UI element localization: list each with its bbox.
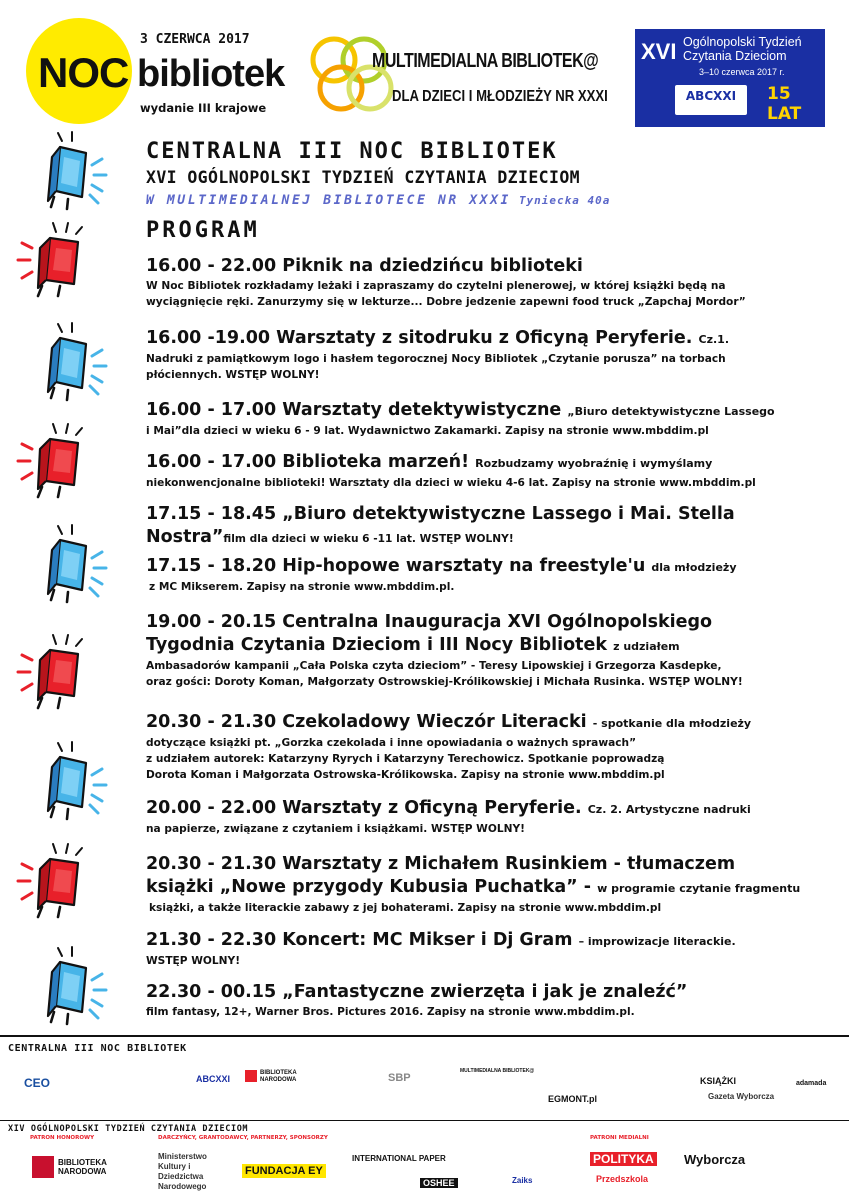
event-heading xyxy=(146,555,836,579)
event-heading-note: – improwizacje literackie. xyxy=(578,935,736,948)
abcxxi-sponsor-logo: ABCXXI xyxy=(196,1074,231,1084)
event-description-line: Dorota Koman i Małgorzata Ostrowska-Królikowska. Zapisy na stronie www.mbddim.pl xyxy=(146,769,665,781)
sbp-logo: SBP xyxy=(388,1072,411,1084)
event-description-line: W Noc Bibliotek rozkładamy leżaki i zapraszamy do czytelni plenerowej, w której książki będą na xyxy=(146,280,726,292)
book-icon xyxy=(18,635,82,708)
egmont-logo: EGMONT.pl xyxy=(548,1094,597,1104)
reading-week-numeral: XVI xyxy=(641,39,677,64)
event-item xyxy=(146,503,836,549)
ministerstwo-kultury-logo: Ministerstwo Kultury i Dziedzictwa Narodowego xyxy=(158,1152,207,1191)
event-heading xyxy=(146,797,836,821)
event-heading-text: 19.00 - 20.15 Centralna Inauguracja XVI Ogólnopolskiego xyxy=(146,612,713,632)
event-heading-text: 16.00 - 17.00 Warsztaty detektywistyczne xyxy=(146,400,562,420)
ceo-logo: CEO xyxy=(24,1076,51,1090)
event-heading xyxy=(146,451,836,475)
biblioteka-narodowa-logo: BIBLIOTEKA NARODOWA xyxy=(260,1070,297,1083)
event-heading-text: 17.15 - 18.45 „Biuro detektywistyczne Lassego i Mai. Stella xyxy=(146,504,735,524)
event-description-line: wyciągnięcie ręki. Zanurzymy się w lekturze... Dobre jedzenie zapewni food truck „Zapchaj Mordor” xyxy=(146,296,746,308)
event-heading xyxy=(146,399,836,423)
event-description-line: niekonwencjonalne biblioteki! Warsztaty dla dzieci w wieku 4-6 lat. Zapisy na stronie www.mbddim.pl xyxy=(146,477,756,489)
abcxxi-logo-text: ABCXXI xyxy=(685,89,737,103)
abcxxi-logo xyxy=(675,85,747,115)
event-heading-text: 20.30 - 21.30 Warsztaty z Michałem Rusinkiem - tłumaczem xyxy=(146,854,736,874)
event-heading-text: książki „Nowe przygody Kubusia Puchatka” - xyxy=(146,877,592,897)
ksiazki-logo: KSIĄŻKI xyxy=(700,1076,736,1086)
event-description-line: na papierze, związane z czytaniem i książkami. WSTĘP WOLNY! xyxy=(146,823,525,835)
event-heading-continued xyxy=(146,526,836,549)
event-heading xyxy=(146,929,836,953)
book-icon xyxy=(48,525,106,602)
event-description-line: z udziałem autorek: Katarzyny Ryrych i Katarzyny Terechowicz. Spotkanie poprowadzą xyxy=(146,753,665,765)
adamada-logo: adamada xyxy=(796,1080,827,1087)
event-heading xyxy=(146,981,836,1004)
event-heading-note: z udziałem xyxy=(613,640,680,653)
reading-week-title-line1: Ogólnopolski Tydzień xyxy=(683,35,802,49)
biblioteka-narodowa-logo: BIBLIOTEKA NARODOWA xyxy=(58,1158,107,1176)
event-heading-continued xyxy=(146,634,836,658)
noc-logo-edition: wydanie III krajowe xyxy=(140,101,267,115)
wyborcza-logo: Wyborcza xyxy=(684,1152,746,1167)
oshee-logo: OSHEE xyxy=(420,1178,458,1188)
library-logo-line2: DLA DZIECI I MŁODZIEŻY NR XXXI xyxy=(392,88,608,105)
subtitle: XVI OGÓLNOPOLSKI TYDZIEŃ CZYTANIA DZIECIOM xyxy=(146,168,581,187)
event-heading-text: 17.15 - 18.20 Hip-hopowe warsztaty na freestyle'u xyxy=(146,556,646,576)
event-item xyxy=(146,451,836,491)
event-heading xyxy=(146,503,836,526)
media-label: PATRONI MEDIALNI xyxy=(590,1135,649,1141)
event-item xyxy=(146,255,836,310)
event-heading xyxy=(146,255,836,278)
program-heading: PROGRAM xyxy=(146,218,260,243)
event-heading-text: 16.00 -19.00 Warsztaty z sitodruku z Oficyną Peryferie. xyxy=(146,328,693,348)
event-heading-note: Cz. 2. Artystyczne nadruki xyxy=(587,803,751,816)
event-description-line: Nadruki z pamiątkowym logo i hasłem tegorocznej Nocy Bibliotek „Czytanie porusza” na torbach xyxy=(146,353,726,365)
event-item xyxy=(146,555,836,595)
location-line xyxy=(146,193,610,208)
international-paper-logo: INTERNATIONAL PAPER xyxy=(352,1154,446,1163)
event-description-line: książki, a także literackie zabawy z jej bohaterami. Zapisy na stronie www.mbddim.pl xyxy=(149,902,662,914)
event-description-line: i Mai”dla dzieci w wieku 6 - 9 lat. Wydawnictwo Zakamarki. Zapisy na stronie www.mbddim.pl xyxy=(146,425,709,437)
donors-label: DARCZYŃCY, GRANTODAWCY, PARTNERZY, SPONSORZY xyxy=(158,1135,328,1141)
event-heading-text: Nostra” xyxy=(146,527,224,547)
reading-week-dates: 3–10 czerwca 2017 r. xyxy=(699,67,785,77)
event-heading-text: 20.30 - 21.30 Czekoladowy Wieczór Literacki xyxy=(146,712,587,732)
reading-week-title-line2: Czytania Dzieciom xyxy=(683,49,787,63)
event-description-line: oraz gości: Doroty Koman, Małgorzaty Ostrowskiej-Królikowskiej i Michała Rusinka. WSTĘP WOLNY! xyxy=(146,676,743,688)
event-item xyxy=(146,611,836,690)
event-item xyxy=(146,797,836,837)
event-item xyxy=(146,929,836,969)
zaiks-logo: Zaiks xyxy=(512,1176,533,1185)
event-heading-note: Cz.1. xyxy=(698,333,730,346)
przedszkola-logo: Przedszkola xyxy=(596,1174,649,1184)
reading-week-title xyxy=(683,35,802,63)
event-item xyxy=(146,399,836,439)
event-heading xyxy=(146,853,836,876)
noc-logo-word: NOC xyxy=(38,49,129,96)
event-item xyxy=(146,327,836,383)
event-heading-text: Tygodnia Czytania Dzieciom i III Nocy Bibliotek xyxy=(146,635,607,655)
book-icon xyxy=(48,742,106,819)
location-text: W MULTIMEDIALNEJ BIBLIOTECE NR XXXI xyxy=(146,193,511,208)
sponsor-logos-row-1 xyxy=(0,1058,849,1114)
event-heading-note: Rozbudzamy wyobraźnię i wymyślamy xyxy=(475,457,713,470)
book-icon xyxy=(48,132,106,209)
event-heading-text: 20.00 - 22.00 Warsztaty z Oficyną Peryferie. xyxy=(146,798,582,818)
main-title: CENTRALNA III NOC BIBLIOTEK xyxy=(146,139,558,164)
fifteen-years-logo: 15 LAT xyxy=(767,84,802,124)
footer-divider xyxy=(0,1035,849,1037)
event-heading xyxy=(146,711,836,735)
event-heading-continued xyxy=(146,876,836,900)
event-heading-note: film dla dzieci w wieku 6 -11 lat. WSTĘP WOLNY! xyxy=(223,533,514,545)
sponsor-logos-row-2 xyxy=(0,1140,849,1198)
noc-logo-date: 3 CZERWCA 2017 xyxy=(140,32,250,47)
patron-label: PATRON HONOROWY xyxy=(30,1135,95,1141)
event-heading-text: 16.00 - 17.00 Biblioteka marzeń! xyxy=(146,452,470,472)
book-icon xyxy=(48,323,106,400)
mb-xxxi-logo: MULTIMEDIALNA BIBLIOTEK@ xyxy=(460,1068,535,1074)
event-item xyxy=(146,711,836,783)
book-icon xyxy=(18,223,82,296)
event-heading-note: - spotkanie dla młodzieży xyxy=(592,717,752,730)
event-heading-note: „Biuro detektywistyczne Lassego xyxy=(567,405,775,418)
event-heading-note: w programie czytanie fragmentu xyxy=(597,882,801,895)
polityka-logo: POLITYKA xyxy=(590,1152,657,1166)
event-item xyxy=(146,981,836,1020)
event-description-line: dotyczące książki pt. „Gorzka czekolada i inne opowiadania o ważnych sprawach” xyxy=(146,737,637,749)
event-heading xyxy=(146,611,836,634)
biblioteka-narodowa-mark-icon xyxy=(32,1156,54,1178)
event-heading-text: 22.30 - 00.15 „Fantastyczne zwierzęta i jak je znaleźć” xyxy=(146,982,688,1002)
footer-section-title: XIV OGÓLNOPOLSKI TYDZIEŃ CZYTANIA DZIECIOM xyxy=(8,1124,249,1134)
footer-divider xyxy=(0,1120,849,1121)
event-item xyxy=(146,853,836,916)
footer-section-title: CENTRALNA III NOC BIBLIOTEK xyxy=(8,1043,187,1054)
noc-logo-brand: bibliotek xyxy=(137,53,285,95)
fundacja-ey-logo: FUNDACJA EY xyxy=(242,1164,326,1178)
event-heading xyxy=(146,327,836,351)
event-heading-note: dla młodzieży xyxy=(651,561,737,574)
event-heading-text: 16.00 - 22.00 Piknik na dziedzińcu biblioteki xyxy=(146,256,583,276)
book-icon xyxy=(18,424,82,497)
book-icon xyxy=(18,844,82,917)
event-description-line: płóciennych. WSTĘP WOLNY! xyxy=(146,369,320,381)
biblioteka-narodowa-mark-icon xyxy=(245,1070,257,1082)
address-text: Tyniecka 40a xyxy=(518,194,611,207)
gazeta-wyborcza-logo: Gazeta Wyborcza xyxy=(708,1092,775,1101)
book-icon xyxy=(48,947,106,1024)
event-description-line: z MC Mikserem. Zapisy na stronie www.mbddim.pl. xyxy=(149,581,455,593)
event-heading-text: 21.30 - 22.30 Koncert: MC Mikser i Dj Gram xyxy=(146,930,573,950)
reading-week-logo xyxy=(635,29,825,127)
event-description-line: Ambasadorów kampanii „Cała Polska czyta dzieciom” - Teresy Lipowskiej i Grzegorza Kasdepke, xyxy=(146,660,722,672)
event-description-line: WSTĘP WOLNY! xyxy=(146,955,241,967)
book-icons-column xyxy=(0,0,140,1040)
event-description-line: film fantasy, 12+, Warner Bros. Pictures 2016. Zapisy na stronie www.mbddim.pl. xyxy=(146,1006,635,1018)
library-logo-line1: MULTIMEDIALNA BIBLIOTEK@ xyxy=(372,50,599,72)
